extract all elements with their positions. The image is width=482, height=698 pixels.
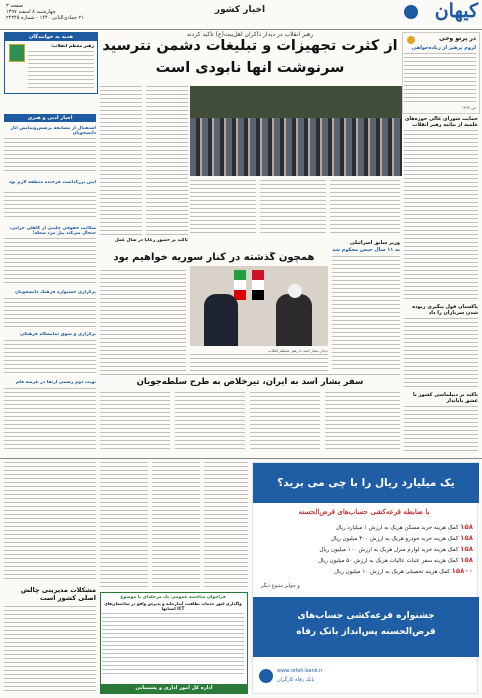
issue-number: ۲۱ جمادی‌الثانی ۱۴۴۰ - شماره ۲۲۲۴۵ [6, 15, 85, 21]
prize-row-4 [255, 556, 473, 567]
bank-ad [252, 462, 478, 694]
literary-headline-3: شکایت حقوقی جلیبی از کاهلی جزایی، جنجال می‌کند پیل مرد شعله! [9, 226, 96, 236]
prize-text: کمک هزینه خرید لوازم منزل هریک به ارزش ۱۰۰ میلیون ریال [319, 547, 459, 553]
rial-ad-banner [253, 463, 479, 503]
right-headline-1: حمایت شورای عالی حوزه‌های علمیه از بیانیه رهبر انقلاب [404, 116, 478, 128]
middle-side-headline: تأکید بر حضور رعایا در سال عمل [114, 238, 188, 243]
ads-divider [0, 458, 482, 459]
tender-footer: اداره کل امور اداری و پشتیبانی [101, 684, 247, 693]
prize-text: کمک هزینه خرید خودرو هریک به ارزش ۳۰۰ میلیون ریال [330, 536, 459, 542]
prize-row-3 [255, 545, 473, 556]
literary-headline-4: برگزاری جشنواره فرهنگ دانشجویان [15, 290, 96, 295]
assad-caption-text [190, 354, 328, 372]
tender-title-1: فراخوان مناقصه عمومی یک مرحله‌ای با موضوع [120, 595, 226, 600]
right-headline-2: پاکستان قول پیگیری ربوده شدن سربازان را داد [412, 304, 478, 316]
right-text-1 [404, 130, 478, 300]
revelation-quote-title: لزوم پرهیز از زیاده‌خواهی [411, 45, 476, 51]
revelation-text [404, 53, 476, 103]
prize-text: کمک هزینه تحصیلی هریک به ارزش ۱۰ میلیون ریال [334, 569, 450, 575]
rial-footer: و جوایز متنوع دیگر [261, 583, 300, 589]
reader-gift-item: رهبر معظم انقلاب: [51, 44, 94, 49]
revelation-title: در پرتو وحی [439, 35, 476, 42]
left-bottom-text-2 [4, 606, 96, 694]
tender-ad [100, 592, 248, 694]
issue-date: چهارشنبه ۸ اسفند ۱۳۹۷ [6, 9, 56, 15]
bank-logo-icon [259, 669, 273, 683]
tender-title-2: واگذاری امور خدمات نظافت، آبدارخانه و پذیرش واقع در ساختمان‌های ICT استانها [104, 601, 242, 611]
lead-headline-1: از کثرت تجهیزات و تبلیغات دشمن نترسید [102, 38, 398, 54]
prize-text: کمک هزینه خرید مسکن هریک به ارزش ۱ میلیارد ریال [335, 525, 459, 531]
assad-divider [100, 374, 400, 375]
prize-row-5 [255, 567, 473, 578]
lead-text-2 [260, 180, 326, 236]
assad-text-3 [250, 392, 320, 450]
israeli-minister-kicker: وزیر سابق اسرائیلی [349, 240, 400, 246]
left-column [4, 32, 96, 452]
bank-title-2: قرض‌الحسنه پس‌انداز بانک رفاه [296, 627, 436, 637]
literary-text-4 [4, 298, 96, 328]
resign-text [332, 256, 400, 372]
tender-body [102, 613, 244, 677]
prize-row-1 [255, 523, 473, 534]
lead-photo [190, 86, 402, 176]
prize-row-2 [255, 534, 473, 545]
prize-count: ۱۵۸ [460, 545, 473, 553]
bank-name: بانک رفاه کارگران [277, 677, 315, 683]
rial-ad-subtitle: با ضابطه قرعه‌کشی حساب‌های قرض‌الحسنه [298, 507, 430, 516]
reader-gift-text [28, 51, 94, 89]
assad-text-1 [100, 392, 170, 450]
middle-text-col-3 [100, 270, 186, 372]
masthead [0, 0, 482, 28]
literary-headline-1: استقبال از مسابقه پرسش‌ونمایش آثار دانشجویان [10, 126, 96, 136]
revelation-ref: ص ۱۳۹۷ [461, 105, 476, 110]
management-headline: مشکلات مدیریتی چالش اصلی کشور است [20, 586, 96, 602]
revelation-box [402, 32, 480, 114]
reader-gift-box [4, 32, 98, 94]
syria-headline: همچون گذشته در کنار سوریه خواهیم بود [113, 252, 315, 263]
bank-title-1: جشنواره قرعه‌کشی حساب‌های [297, 611, 435, 621]
literary-text-5 [4, 340, 96, 376]
prize-count: ۱۵۸ [460, 523, 473, 531]
literary-news-title: اخبار ادبی و هنری [4, 114, 96, 122]
middle-bottom-text-2 [152, 462, 200, 590]
prize-count: ۱۵۸۰۰ [451, 567, 473, 575]
lead-headline-2: سرنوشت آنها نابودی است [155, 60, 345, 76]
prize-list [255, 523, 473, 578]
right-headline-3: تأکید بر دیپلماسی کشور با عشق پایاندار [412, 392, 478, 404]
middle-text-col-2 [146, 86, 188, 236]
literary-text-3 [4, 238, 96, 284]
literary-headline-6: نوبت دوم رسمی ارتقا در عرصه قلم [15, 380, 96, 385]
emblem-icon [404, 5, 418, 19]
assad-photo-caption: دیدار بشار اسد با رهبر معظم انقلاب [267, 348, 328, 353]
middle-text-col-1 [100, 86, 142, 236]
lead-text-3 [330, 180, 400, 236]
rial-ad-title: یک میلیارد ریال را با چی می برید؟ [277, 477, 455, 489]
literary-text-1 [4, 138, 96, 172]
assad-text-2 [175, 392, 245, 450]
section-title: اخبار کشور [214, 5, 266, 15]
left-bottom-text-1 [4, 462, 96, 582]
literary-headline-2: آیین بزرگداشت فرخنده منطقه لازم بود [8, 180, 96, 185]
masthead-divider [0, 29, 482, 30]
prize-count: ۱۵۸ [460, 556, 473, 564]
reader-gift-title: هدیه به خوانندگان [5, 33, 97, 41]
assad-rouhani-photo [190, 266, 328, 346]
right-text-3 [404, 406, 478, 454]
bank-title-box [253, 597, 479, 657]
middle-bottom-text-1 [100, 462, 148, 590]
logo-text: کیهان [434, 0, 478, 22]
bank-website: www.refah-bank.ir [277, 668, 323, 674]
assad-text-4 [325, 392, 400, 450]
literary-text-6 [4, 388, 96, 450]
literary-headline-5: برگزاری و شوق نمایشگاه فرهنگی [20, 332, 96, 337]
israeli-minister-headline: به ۱۱ سال حبس محکوم شد [332, 247, 400, 253]
left-bottom-box [4, 462, 96, 694]
gift-icon [9, 44, 25, 62]
lead-kicker: رهبر انقلاب در دیدار ذاکران اهل‌بیت(ع) تأکید کردند [186, 31, 314, 38]
right-column [402, 116, 480, 456]
assad-headline: سفر بشار اسد به ایران، تیرخلاص به طرح سلطه‌جویان [136, 377, 364, 387]
literary-text-2 [4, 192, 96, 220]
lead-text-1 [190, 180, 256, 236]
right-text-2 [404, 318, 478, 388]
prize-text: کمک هزینه سفر عتبات عالیات هریک به ارزش ۵۰ میلیون ریال [317, 558, 459, 564]
sun-icon [407, 36, 415, 44]
prize-count: ۱۵۸ [460, 534, 473, 542]
page-number: صفحه ۳ [6, 3, 23, 9]
middle-bottom-text-3 [204, 462, 248, 590]
newspaper-logo [402, 0, 478, 28]
